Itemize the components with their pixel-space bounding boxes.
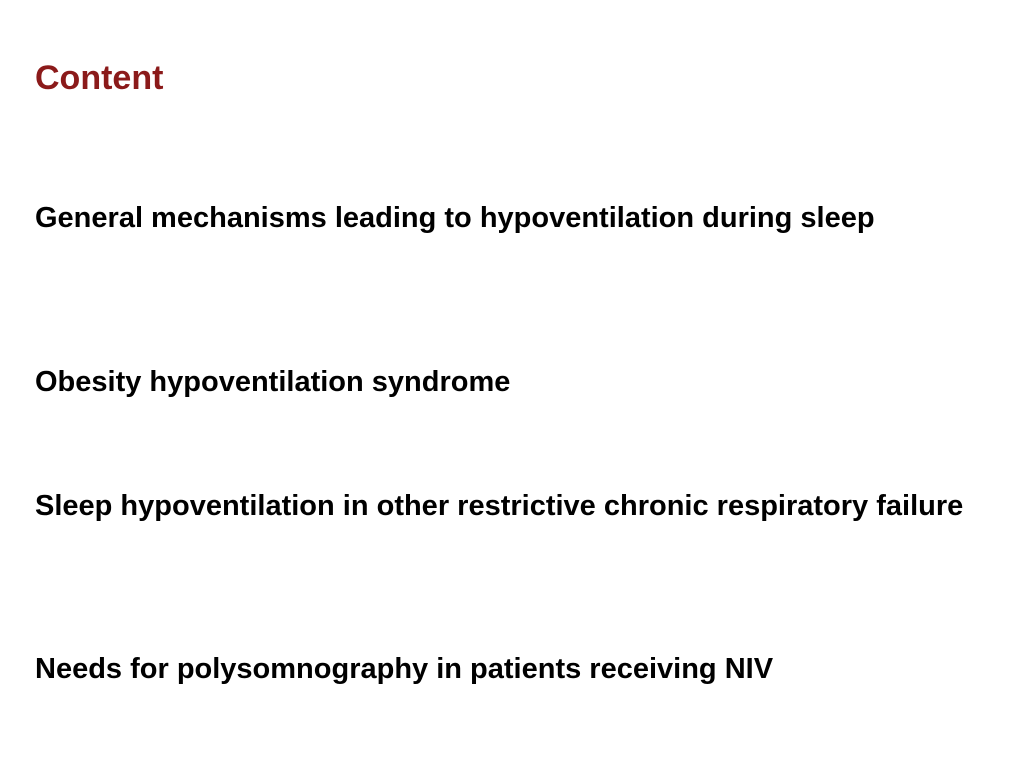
content-item-polysomnography-niv: Needs for polysomnography in patients receiving NIV [35, 653, 774, 685]
slide-title: Content [35, 59, 164, 97]
content-item-restrictive-failure: Sleep hypoventilation in other restrictive chronic respiratory failure [35, 490, 964, 522]
content-item-hypoventilation-mechanisms: General mechanisms leading to hypoventilation during sleep [35, 202, 875, 234]
content-item-obesity-hypoventilation: Obesity hypoventilation syndrome [35, 366, 511, 398]
